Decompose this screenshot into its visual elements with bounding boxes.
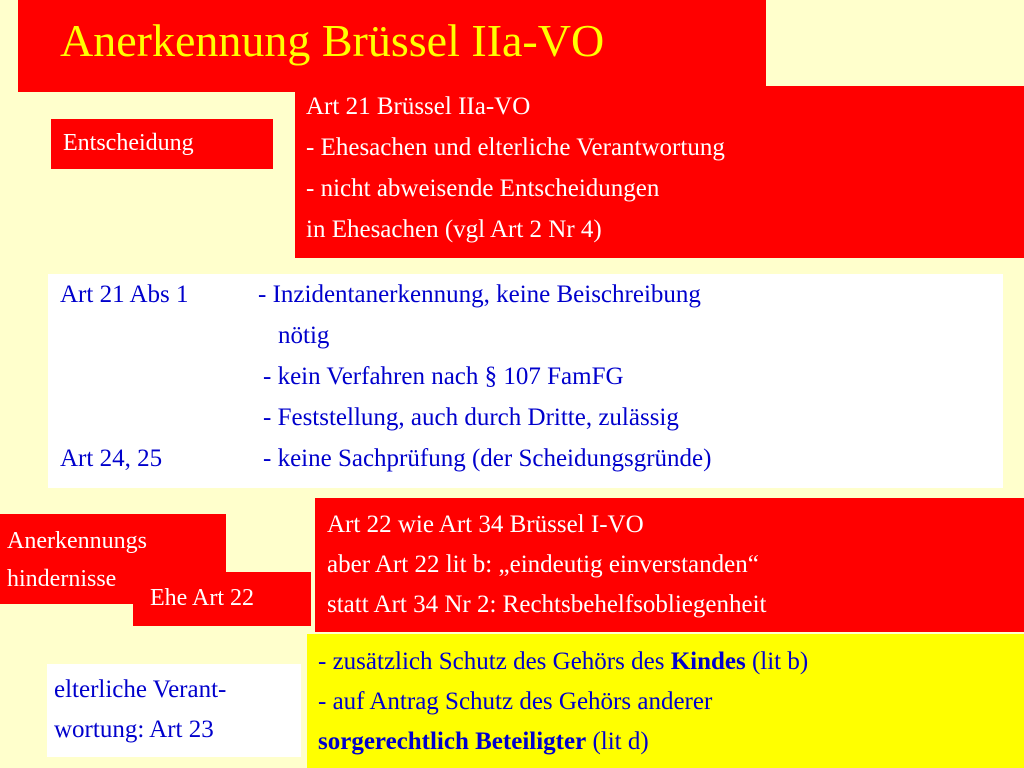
ehe-label: Ehe Art 22 bbox=[133, 572, 311, 626]
elterliche-line: elterliche Verant- bbox=[54, 676, 227, 703]
kindes-bold: Kindes bbox=[670, 648, 746, 675]
hindernisse-line: hindernisse bbox=[7, 566, 117, 592]
abs1-line: - Inzidentanerkennung, keine Beischreibung bbox=[258, 281, 701, 308]
entscheidung-label: Entscheidung bbox=[51, 119, 273, 169]
abs1-line: nötig bbox=[278, 322, 330, 349]
art23-line: sorgerechtlich Beteiligter (lit d) bbox=[318, 728, 649, 755]
art21-line: - Ehesachen und elterliche Verantwortung bbox=[306, 134, 725, 161]
hindernisse-line: Anerkennungs bbox=[7, 528, 147, 554]
art21-box bbox=[295, 86, 1024, 258]
art22-box bbox=[315, 498, 1024, 632]
art22-line: statt Art 34 Nr 2: Rechtsbehelfsobliegenheit bbox=[327, 591, 767, 618]
art21-line: in Ehesachen (vgl Art 2 Nr 4) bbox=[306, 216, 602, 243]
abs1-line: - keine Sachprüfung (der Scheidungsgründe) bbox=[263, 445, 712, 472]
art23-line: - zusätzlich Schutz des Gehörs des Kindes (lit b) bbox=[318, 648, 809, 675]
art21-abs1-box bbox=[48, 274, 1003, 488]
page-title: Anerkennung Brüssel IIa-VO bbox=[18, 0, 766, 92]
art22-line: Art 22 wie Art 34 Brüssel I-VO bbox=[327, 511, 644, 538]
beteiligter-bold: sorgerechtlich Beteiligter bbox=[318, 728, 587, 755]
art23-box bbox=[307, 634, 1024, 768]
art22-line: aber Art 22 lit b: „eindeutig einverstanden“ bbox=[327, 551, 759, 578]
art-label: Art 24, 25 bbox=[60, 445, 163, 472]
elterliche-label bbox=[47, 664, 301, 757]
art-label: Art 21 Abs 1 bbox=[60, 281, 189, 308]
abs1-line: - kein Verfahren nach § 107 FamFG bbox=[263, 363, 624, 390]
elterliche-line: wortung: Art 23 bbox=[54, 716, 214, 743]
art21-line: - nicht abweisende Entscheidungen bbox=[306, 175, 660, 202]
abs1-line: - Feststellung, auch durch Dritte, zulässig bbox=[263, 404, 679, 431]
art23-line: - auf Antrag Schutz des Gehörs anderer bbox=[318, 688, 713, 715]
art21-line: Art 21 Brüssel IIa-VO bbox=[306, 93, 531, 120]
